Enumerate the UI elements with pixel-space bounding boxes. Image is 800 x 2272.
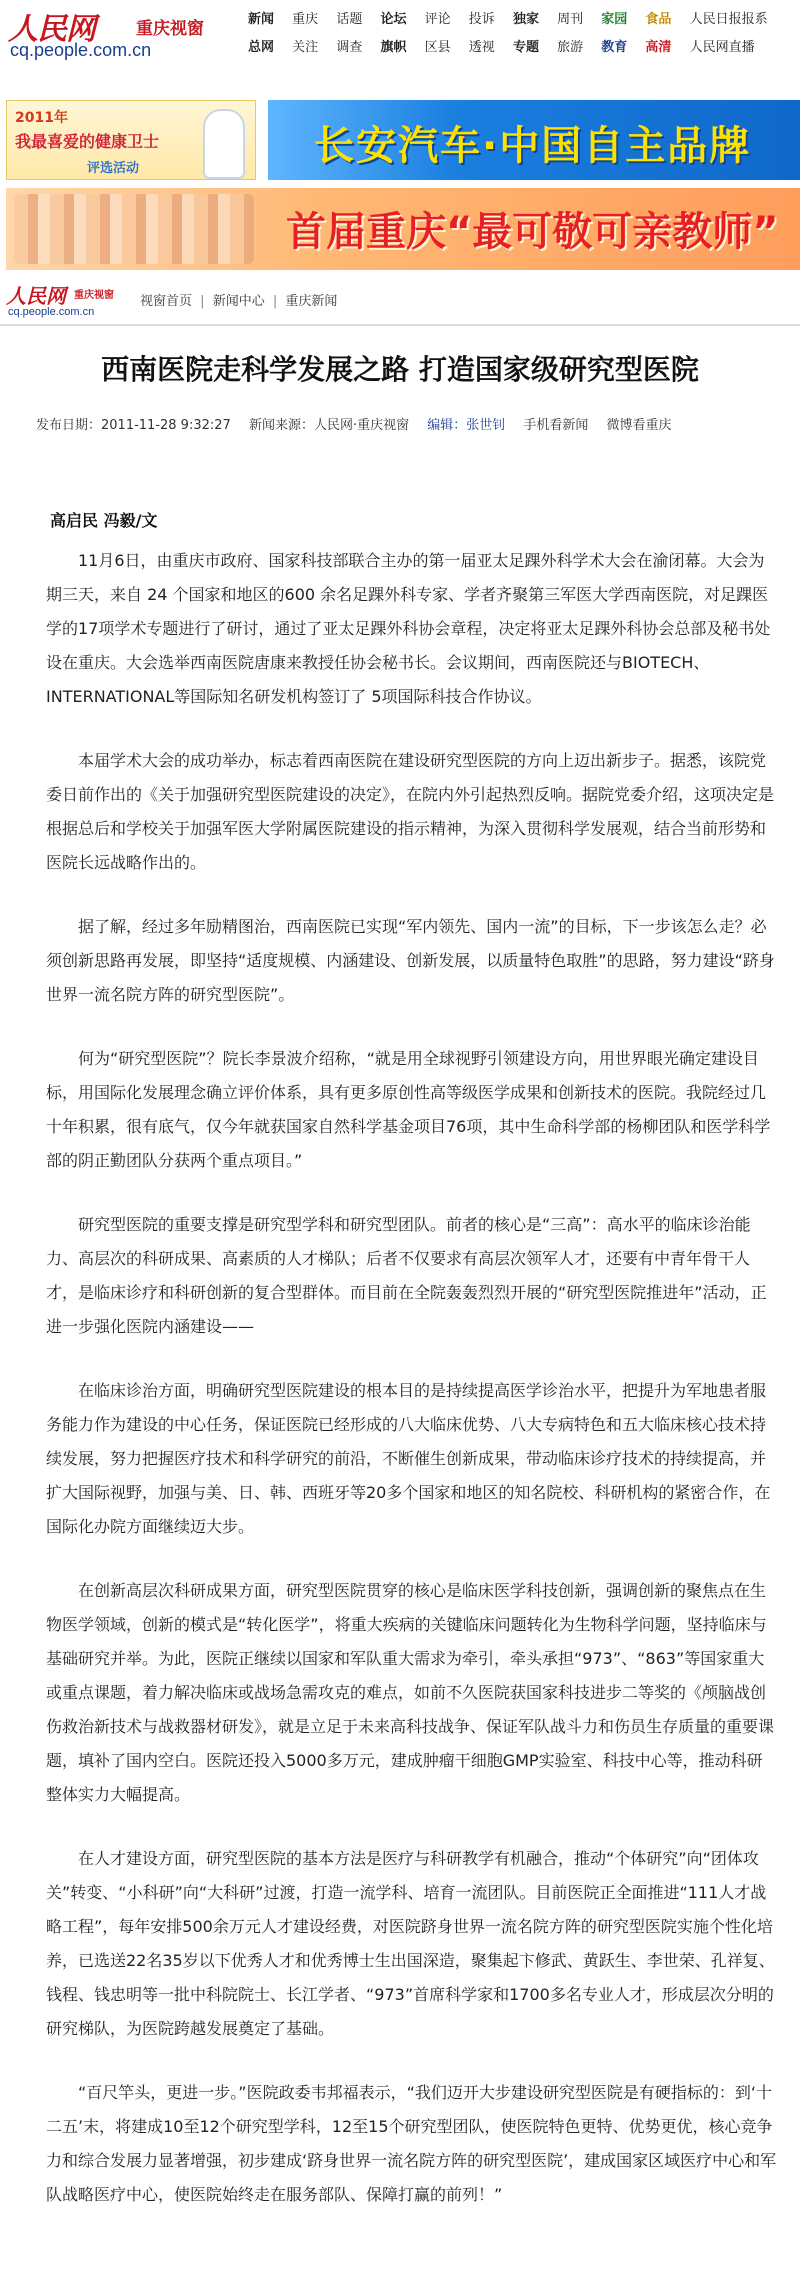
article-meta — [36, 414, 796, 433]
changan-banner[interactable] — [268, 100, 800, 180]
nav-link[interactable]: 专题 — [512, 40, 539, 55]
paragraph: 在人才建设方面，研究型医院的基本方法是医疗与科研教学有机融合，推动“个体研究”向“团体攻关”转变、“小科研”向“大科研”过渡，打造一流学科、培育一流团队。目前医院正全面推进“111人才战略工程”，每年安排500余万元人才建设经费，对医院跻身世界一流名院方阵的研究型医院实施个性化培养，已选送22名35岁以下优秀人才和优秀博士生出国深造，聚集起卞修武、黄跃生、李世荣、孔祥复、钱程、钱忠明等一批中科院院士、长江学者、“973”首席科学家和1700多名专业人才，形成层次分明的研究梯队，为医院跨越发展奠定了基础。 — [46, 1849, 775, 2038]
teacher-banner[interactable] — [6, 188, 800, 270]
nav-link[interactable]: 重庆 — [292, 12, 319, 27]
article-author: 高启民 冯毅/文 — [50, 511, 158, 530]
nav-link[interactable]: 调查 — [336, 40, 363, 55]
section-logo[interactable] — [6, 280, 126, 320]
section-logo-channel: 重庆视窗 — [74, 290, 114, 301]
nav-link[interactable]: 论坛 — [380, 12, 407, 27]
paragraph: 在创新高层次科研成果方面，研究型医院贯穿的核心是临床医学科技创新，强调创新的聚焦点在生物医学领域，创新的模式是“转化医学”，将重大疾病的关键临床问题转化为生物科学问题，坚持临床与基础研究并举。为此，医院正继续以国家和军队重大需求为牵引，牵头承担“973”、“863”等国家重大或重点课题，着力解决临床或战场急需攻克的难点，如前不久医院获国家科技进步二等奖的《颅脑战创伤救治新技术与战救器材研发》，就是立足于未来高科技战争、保证军队战斗力和伤员生存质量的重要课题，填补了国内空白。医院还投入5000多万元，建成肿瘤干细胞GMP实验室、科技中心等，推动科研整体实力大幅提高。 — [46, 1581, 775, 1804]
section-header — [0, 276, 800, 326]
health-banner-title: 我最喜爱的健康卫士 — [15, 132, 160, 151]
top-header — [0, 0, 800, 60]
changan-banner-text: 长安汽车·中国自主品牌 — [314, 123, 752, 169]
nav-link[interactable]: 家园 — [601, 12, 628, 27]
nav-link[interactable]: 区县 — [424, 40, 451, 55]
nav-link[interactable]: 教育 — [601, 40, 628, 55]
people-photo — [14, 194, 254, 264]
article-body — [46, 544, 778, 2242]
logo-domain: cq.people.com.cn — [10, 40, 152, 60]
nav-link[interactable]: 人民网直播 — [689, 40, 755, 55]
nav-link[interactable]: 评论 — [424, 12, 451, 27]
section-logo-brand: 人民网 — [6, 284, 66, 308]
nav-link[interactable]: 周刊 — [557, 12, 584, 27]
breadcrumb-news-center[interactable]: 新闻中心 — [212, 294, 265, 309]
health-banner[interactable] — [6, 100, 256, 180]
paragraph: 11月6日，由重庆市政府、国家科技部联合主办的第一届亚太足踝外科学术大会在渝闭幕。大会为期三天，来自 24 个国家和地区的600 余名足踝外科专家、学者齐聚第三军医大学西南医院，对足踝医学的17项学术专题进行了研讨，通过了亚太足踝外科协会章程，决定将亚太足踝外科协会总部及秘书处设在重庆。大会选举西南医院唐康来教授任协会秘书长。会议期间，西南医院还与BIOTECH、INTERNATIONAL等国际知名研发机构签订了 5项国际科技合作协议。 — [46, 551, 771, 706]
doctor-figure-icon — [203, 109, 245, 179]
weibo-link[interactable]: 微博看重庆 — [606, 418, 672, 433]
section-logo-domain: cq.people.com.cn — [8, 306, 95, 318]
paragraph: 据了解，经过多年励精图治，西南医院已实现“军内领先、国内一流”的目标，下一步该怎么走？必须创新思路再发展，即坚持“适度规模、内涵建设、创新发展，以质量特色取胜”的思路，努力建设“跻身世界一流名院方阵的研究型医院”。 — [46, 917, 775, 1004]
breadcrumb — [140, 290, 337, 309]
nav-link[interactable]: 高清 — [645, 40, 672, 55]
editor: 编辑：张世钊 — [427, 418, 506, 433]
nav-row-1 — [248, 8, 800, 36]
nav-link[interactable]: 旗帜 — [380, 40, 407, 55]
nav-link[interactable]: 食品 — [645, 12, 672, 27]
article-title: 西南医院走科学发展之路 打造国家级研究型医院 — [101, 353, 699, 386]
top-nav — [248, 8, 800, 64]
health-banner-year: 2011年 — [15, 110, 68, 126]
logo-brand: 人民网 — [8, 12, 95, 47]
paragraph: “百尺竿头，更进一步。”医院政委韦邦福表示，“我们迈开大步建设研究型医院是有硬指标的：到‘十二五’末，将建成10至12个研究型学科，12至15个研究型团队，使医院特色更特、优势更优，核心竞争力和综合发展力显著增强，初步建成‘跻身世界一流名院方阵的研究型医院’，建成国家区域医疗中心和军队战略医疗中心，使医院始终走在服务部队、保障打赢的前列！” — [46, 2083, 777, 2204]
nav-link[interactable]: 透视 — [468, 40, 495, 55]
teacher-banner-text: 首届重庆“最可敬可亲教师” — [286, 209, 779, 255]
breadcrumb-separator: | — [272, 294, 278, 309]
paragraph: 研究型医院的重要支撑是研究型学科和研究型团队。前者的核心是“三高”：高水平的临床诊治能力、高层次的科研成果、高素质的人才梯队；后者不仅要求有高层次领军人才，还要有中青年骨干人才，是临床诊疗和科研创新的复合型群体。而目前在全院轰轰烈烈开展的“研究型医院推进年”活动，正进一步强化医院内涵建设—— — [46, 1215, 767, 1336]
publish-date: 发布日期：2011-11-28 9:32:27 — [36, 418, 231, 433]
nav-link[interactable]: 新闻 — [248, 12, 275, 27]
breadcrumb-home[interactable]: 视窗首页 — [140, 294, 193, 309]
nav-link[interactable]: 独家 — [512, 12, 539, 27]
nav-row-2 — [248, 36, 800, 64]
paragraph: 何为“研究型医院”？院长李景波介绍称，“就是用全球视野引领建设方向，用世界眼光确定建设目标，用国际化发展理念确立评价体系，具有更多原创性高等级医学成果和创新技术的医院。我院经过几十年积累，很有底气，仅今年就获国家自然科学基金项目76项，其中生命科学部的杨柳团队和医学科学部的阴正勤团队分获两个重点项目。” — [46, 1049, 771, 1170]
nav-link[interactable]: 话题 — [336, 12, 363, 27]
health-banner-subtitle: 评选活动 — [87, 161, 140, 176]
mobile-news-link[interactable]: 手机看新闻 — [523, 418, 589, 433]
breadcrumb-separator: | — [200, 294, 205, 309]
paragraph: 本届学术大会的成功举办，标志着西南医院在建设研究型医院的方向上迈出新步子。据悉，该院党委日前作出的《关于加强研究型医院建设的决定》，在院内外引起热烈反响。据院党委介绍，这项决定是根据总后和学校关于加强军医大学附属医院建设的指示精神，为深入贯彻科学发展观，结合当前形势和医院长远战略作出的。 — [46, 751, 775, 872]
breadcrumb-chongqing-news[interactable]: 重庆新闻 — [285, 294, 338, 309]
logo-channel: 重庆视窗 — [136, 19, 204, 39]
nav-link[interactable]: 旅游 — [557, 40, 584, 55]
paragraph: 在临床诊治方面，明确研究型医院建设的根本目的是持续提高医学诊治水平，把提升为军地患者服务能力作为建设的中心任务，保证医院已经形成的八大临床优势、八大专病特色和五大临床核心技术持续发展，努力把握医疗技术和科学研究的前沿，不断催生创新成果，带动临床诊疗技术的持续提高，并扩大国际视野，加强与美、日、韩、西班牙等20多个国家和地区的知名院校、科研机构的紧密合作，在国际化办院方面继续迈大步。 — [46, 1381, 771, 1536]
nav-link[interactable]: 关注 — [292, 40, 319, 55]
news-source: 新闻来源：人民网·重庆视窗 — [248, 418, 410, 433]
nav-link[interactable]: 人民日报报系 — [689, 12, 768, 27]
site-logo[interactable] — [8, 4, 268, 58]
nav-link[interactable]: 总网 — [248, 40, 275, 55]
banner-row — [0, 100, 800, 180]
nav-link[interactable]: 投诉 — [468, 12, 495, 27]
